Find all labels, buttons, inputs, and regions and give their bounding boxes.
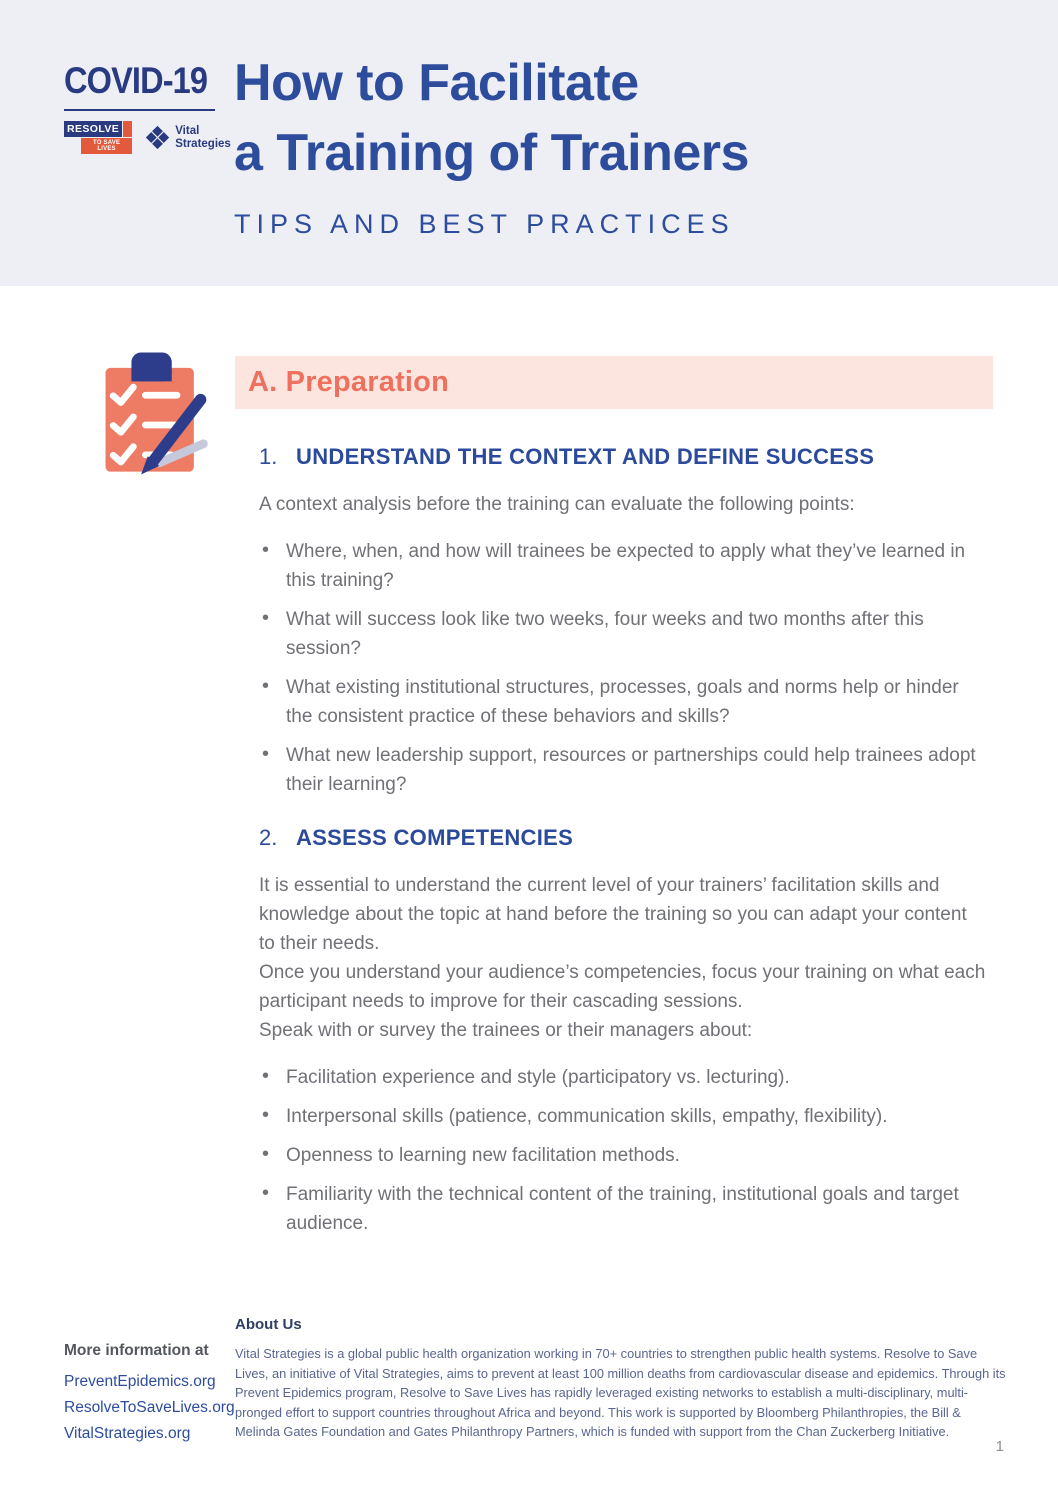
vital-word-2: Strategies (175, 137, 231, 150)
main-content (259, 444, 987, 1264)
paragraph: It is essential to understand the current level of your trainers’ facilitation skills and knowledge about the topic at hand before the training so you can adapt your content to their needs. (259, 875, 967, 954)
resolve-logo-top (64, 121, 132, 137)
section-banner-label: A. Preparation (248, 366, 450, 398)
clipboard-checklist-icon (94, 349, 214, 479)
section-1-intro (259, 490, 987, 519)
about-us-block (235, 1316, 1007, 1442)
covid19-wordmark: COVID-19 (64, 60, 208, 101)
section-2-title: ASSESS COMPETENCIES (296, 825, 574, 850)
vital-word-1: Vital (175, 125, 200, 138)
list-item: • What existing institutional structures, processes, goals and norms help or hinder the consistent practice of these behaviors and skills? (259, 673, 987, 731)
paragraph: Speak with or survey the trainees or their managers about: (259, 1020, 753, 1041)
vital-strategies-knot-icon (145, 125, 170, 150)
page-number: 1 (995, 1438, 1004, 1455)
list-item: • Interpersonal skills (patience, communication skills, empathy, flexibility). (259, 1102, 987, 1131)
about-us-heading: About Us (235, 1316, 302, 1333)
partner-logos-row (64, 121, 231, 154)
resolve-tagline: TO SAVE LIVES (81, 138, 132, 154)
logo-divider (64, 109, 215, 111)
paragraph: Once you understand your audience’s competencies, focus your training on what each participant needs to improve for their cascading sessions. (259, 962, 986, 1012)
vital-strategies-wordmark (175, 125, 231, 150)
list-item: • Openness to learning new facilitation methods. (259, 1141, 987, 1170)
resolve-wordmark: RESOLVE (64, 121, 122, 137)
list-item: • Familiarity with the technical content of the training, institutional goals and target audience. (259, 1180, 987, 1238)
section-1-bullet-list (259, 537, 987, 799)
more-information-block (64, 1342, 235, 1447)
page-title-line-1: How to Facilitate (234, 54, 639, 112)
covid19-logo-block (64, 60, 231, 154)
vital-strategies-logo (145, 125, 231, 150)
section-2-bullet-list (259, 1063, 987, 1238)
section-banner (235, 356, 993, 409)
section-1-heading (259, 444, 987, 470)
list-item: • Facilitation experience and style (participatory vs. lecturing). (259, 1063, 987, 1092)
page-subtitle: TIPS AND BEST PRACTICES (234, 209, 735, 239)
page-title-line-2: a Training of Trainers (234, 124, 749, 182)
document-title-block (234, 48, 749, 240)
section-2 (259, 825, 987, 1238)
link-vitalstrategies[interactable]: VitalStrategies.org (64, 1425, 191, 1442)
link-resolvetosavelives[interactable]: ResolveToSaveLives.org (64, 1399, 235, 1416)
list-item: • What new leadership support, resources or partnerships could help trainees adopt their learning? (259, 741, 987, 799)
section-1-title: UNDERSTAND THE CONTEXT AND DEFINE SUCCESS (296, 444, 875, 469)
resolve-to-save-lives-logo (64, 121, 132, 154)
list-item: • Where, when, and how will trainees be expected to apply what they’ve learned in this training? (259, 537, 987, 595)
section-2-heading (259, 825, 987, 851)
about-us-text: Vital Strategies is a global public health organization working in 70+ countries to strengthen public health systems. Resolve to Save Lives, an initiative of Vital Strategies, aims to prevent at least 100 million deaths from cardiovascular disease and epidemics. Through its Prevent Epidemics program, Resolve to Save Lives has rapidly leveraged existing networks to establish a multi-disciplinary, multi-pronged effort to support countries throughout Africa and beyond. This work is supported by Bloomberg Philanthropies, the Bill & Melinda Gates Foundation and Gates Philanthropy Partners, which is funded with support from the Chan Zuckerberg Initiative. (235, 1346, 1006, 1439)
section-2-number: 2. (259, 825, 278, 850)
link-preventepidemics[interactable]: PreventEpidemics.org (64, 1373, 216, 1390)
section-1-number: 1. (259, 444, 278, 469)
paragraph: A context analysis before the training can evaluate the following points: (259, 494, 855, 515)
more-information-label: More information at (64, 1342, 209, 1359)
page-header (0, 0, 1058, 286)
section-2-intro (259, 871, 987, 1045)
list-item: • What will success look like two weeks, four weeks and two months after this session? (259, 605, 987, 663)
resolve-orange-square (123, 121, 132, 137)
section-1 (259, 444, 987, 799)
